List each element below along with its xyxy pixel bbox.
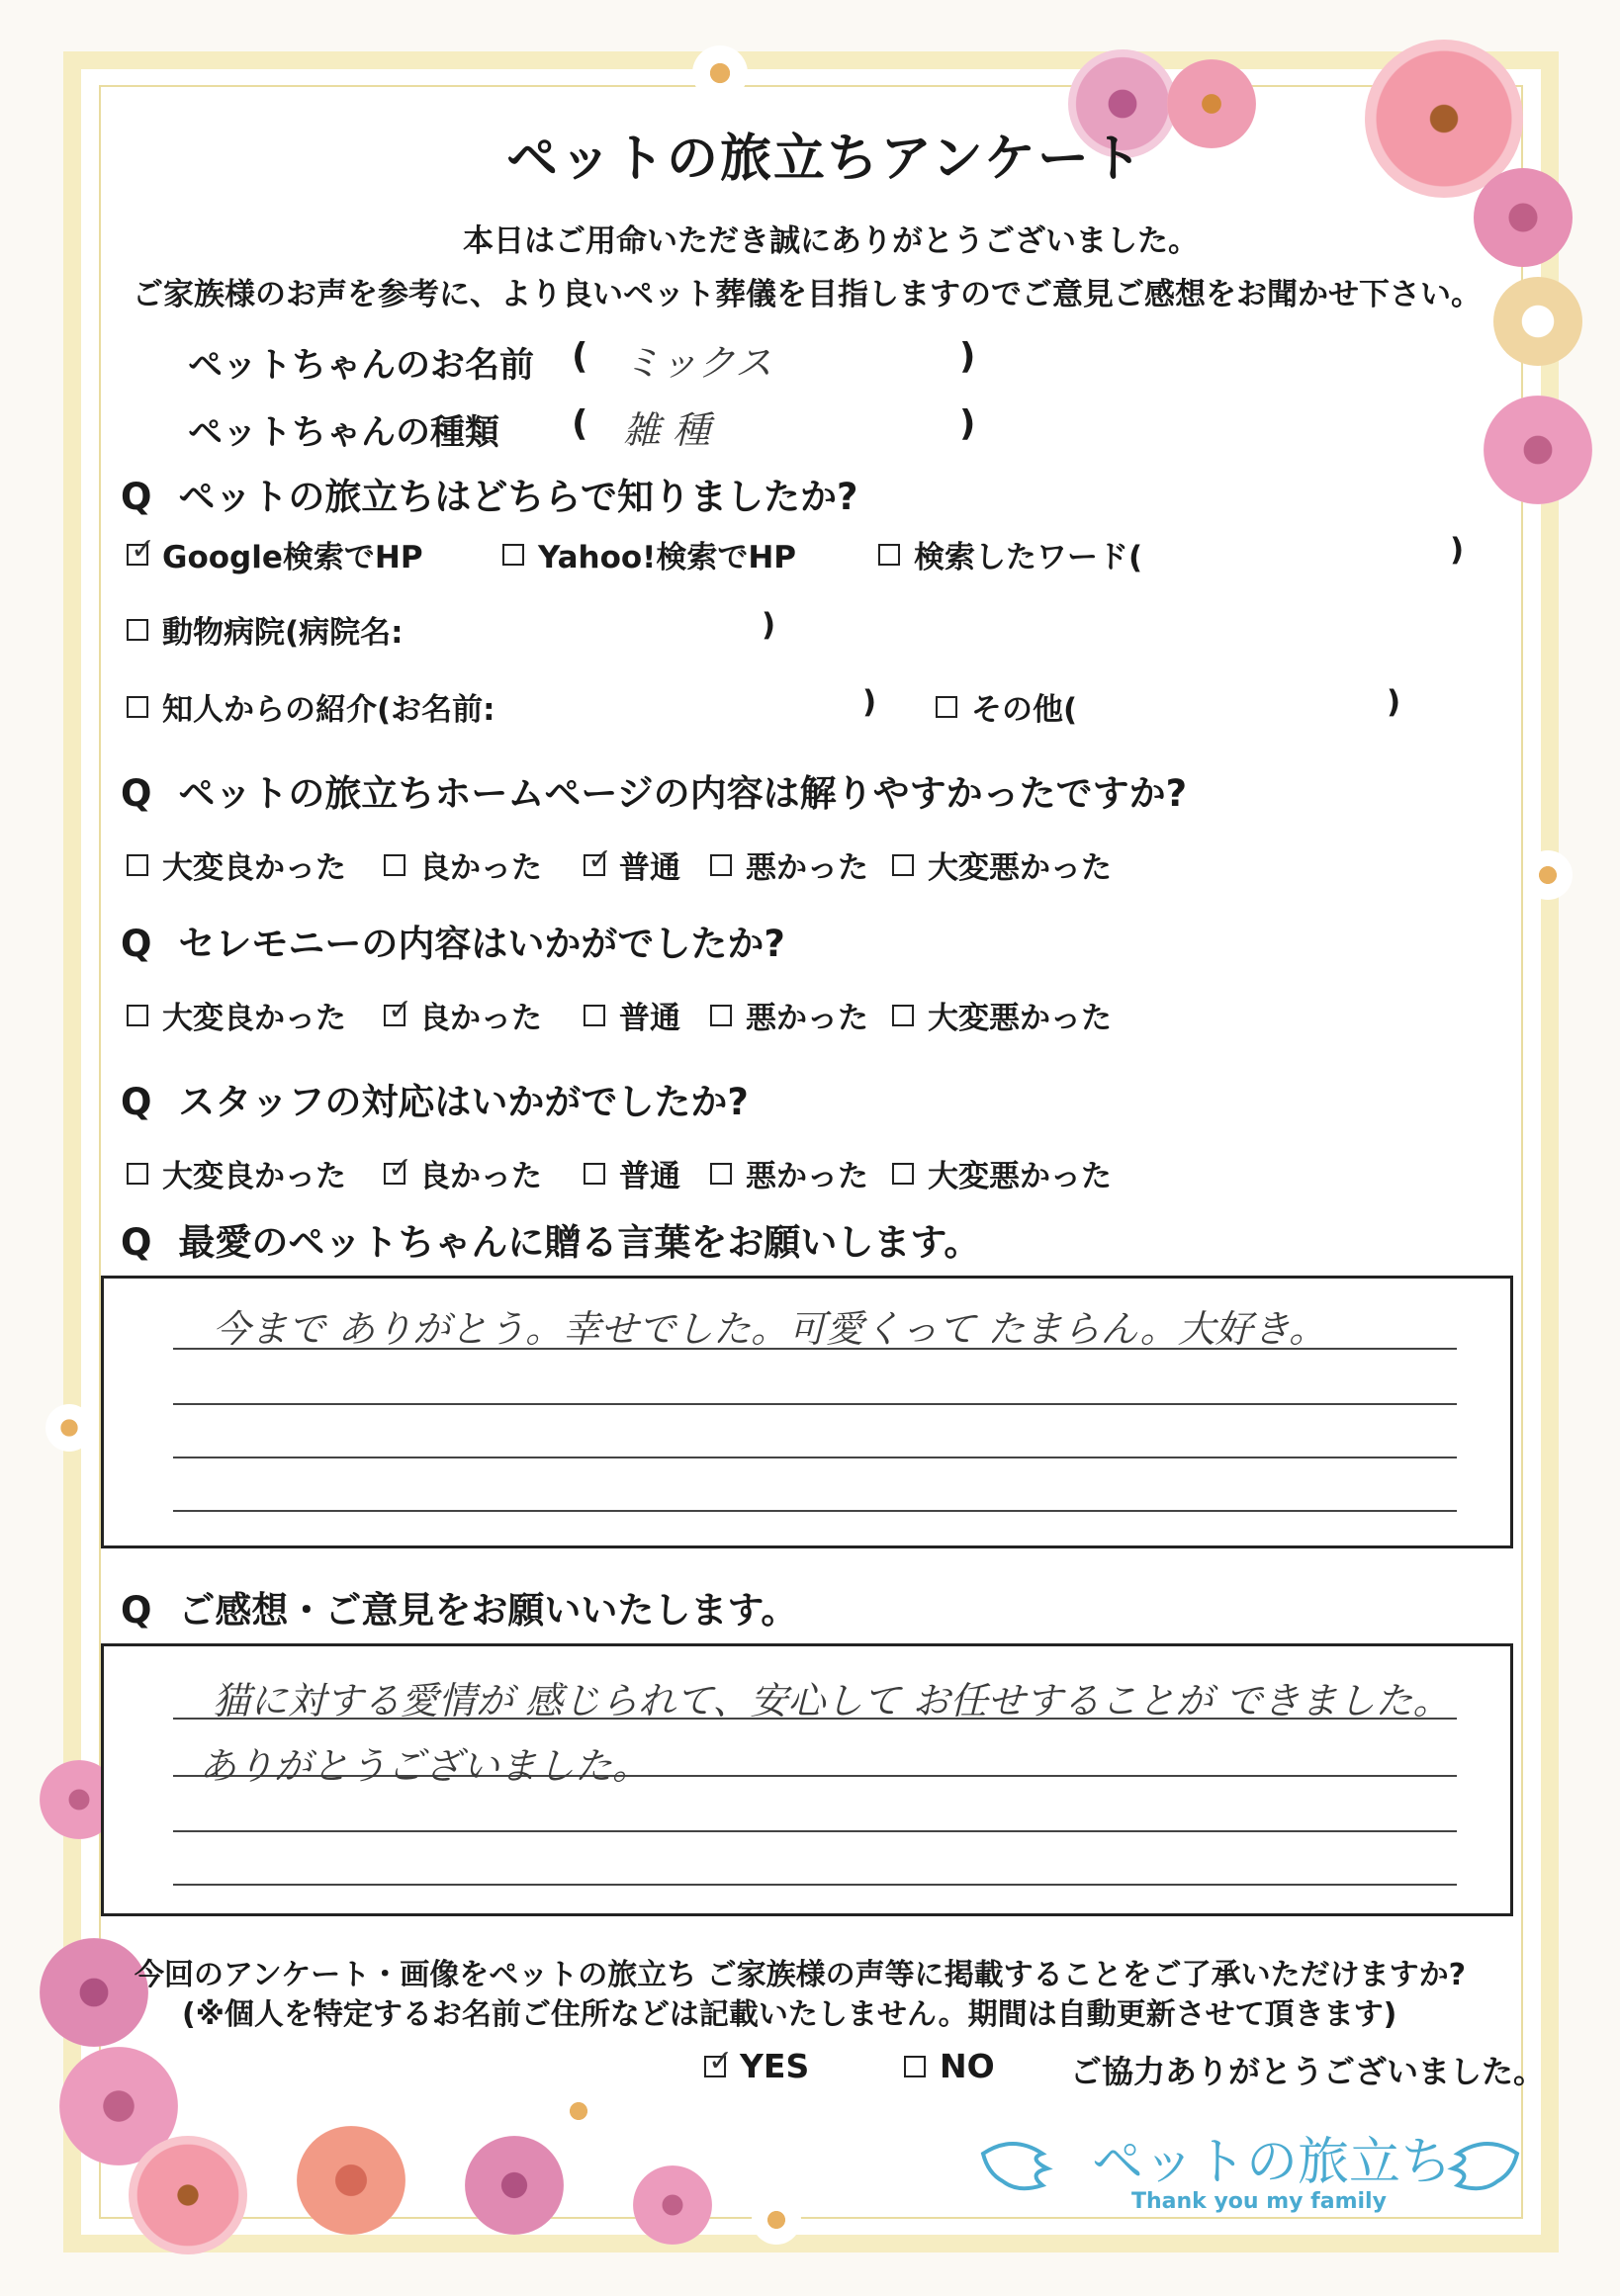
q1-option-search-words[interactable]	[878, 532, 1142, 576]
consent-yes[interactable]	[704, 2047, 809, 2085]
checkbox-icon[interactable]	[904, 2056, 926, 2077]
q1-option-friend-label: 知人からの紹介(お名前:	[162, 692, 495, 728]
option-label: 大変悪かった	[928, 1001, 1112, 1036]
question-2	[121, 763, 1187, 817]
option-label: 大変悪かった	[928, 850, 1112, 886]
q1-option-google-label: Google検索でHP	[162, 540, 423, 575]
checkbox-checked-icon[interactable]	[704, 2056, 726, 2077]
option-label: 大変良かった	[162, 1001, 346, 1036]
checkbox-icon[interactable]	[127, 696, 148, 718]
option-label: 普通	[619, 1159, 680, 1194]
checkbox-icon[interactable]	[127, 619, 148, 641]
intro-line-1: 本日はご用命いただき誠にありがとうございました。	[463, 223, 1199, 259]
pet-type-label: ペットちゃんの種類	[188, 413, 500, 453]
q6-answer-line-1: 猫に対する愛情が 感じられて、安心して お任せすることが できました。	[213, 1679, 1451, 1722]
q4-option-good[interactable]	[384, 1151, 542, 1195]
checkbox-checked-icon[interactable]	[384, 1163, 405, 1185]
checkbox-icon[interactable]	[584, 1005, 605, 1026]
q6-answer-line-2: ありがとうございました。	[199, 1744, 651, 1788]
q3-option-bad[interactable]	[710, 993, 868, 1037]
pet-name-value[interactable]: ミックス	[623, 341, 772, 385]
question-4	[121, 1072, 749, 1125]
checkbox-icon[interactable]	[892, 1005, 914, 1026]
option-label: 良かった	[419, 1001, 542, 1036]
q3-option-good[interactable]	[384, 993, 542, 1037]
option-label: 大変良かった	[162, 1159, 346, 1194]
q3-option-normal[interactable]	[584, 993, 680, 1037]
option-label: 悪かった	[746, 1159, 868, 1194]
checkbox-checked-icon[interactable]	[127, 544, 148, 566]
q-marker: Q	[121, 772, 152, 815]
q5-answer-box[interactable]	[101, 1276, 1513, 1548]
q2-option-very-bad[interactable]	[892, 842, 1112, 887]
checkbox-icon[interactable]	[710, 854, 732, 876]
option-label: 普通	[619, 850, 680, 886]
checkbox-checked-icon[interactable]	[584, 854, 605, 876]
q-marker: Q	[121, 1589, 152, 1632]
thanks-text: ご協力ありがとうございました。	[1070, 2053, 1546, 2090]
q6-answer-box[interactable]	[101, 1643, 1513, 1916]
q1-other-close: )	[1387, 684, 1401, 720]
pet-type-open-paren: (	[572, 403, 588, 444]
logo-name: ペットの旅立ち	[1092, 2133, 1453, 2192]
checkbox-icon[interactable]	[936, 696, 957, 718]
logo-tagline: Thank you my family	[1131, 2189, 1387, 2214]
q1-search-words-close: )	[1450, 532, 1465, 568]
consent-line-2: (※個人を特定するお名前ご住所などは記載いたしません。期間は自動更新させて頂きます)	[182, 1997, 1397, 2032]
pet-name-open-paren: (	[572, 336, 588, 377]
checkbox-icon[interactable]	[384, 854, 405, 876]
q3-option-very-bad[interactable]	[892, 993, 1112, 1037]
q1-option-google[interactable]	[127, 532, 423, 576]
question-4-text: スタッフの対応はいかがでしたか?	[178, 1081, 749, 1123]
question-2-text: ペットの旅立ちホームページの内容は解りやすかったですか?	[178, 772, 1188, 815]
answer-rule	[173, 1510, 1457, 1512]
answer-rule	[173, 1830, 1457, 1832]
q-marker: Q	[121, 476, 152, 518]
option-label: 悪かった	[746, 1001, 868, 1036]
checkbox-checked-icon[interactable]	[384, 1005, 405, 1026]
q-marker: Q	[121, 1221, 152, 1264]
question-3-text: セレモニーの内容はいかがでしたか?	[178, 923, 785, 965]
pet-name-close-paren: )	[959, 336, 976, 377]
q1-option-yahoo-label: Yahoo!検索でHP	[538, 540, 796, 575]
checkbox-icon[interactable]	[127, 1163, 148, 1185]
q1-option-search-words-label: 検索したワード(	[914, 540, 1143, 575]
consent-yes-label: YES	[740, 2047, 810, 2085]
option-label: 良かった	[419, 850, 542, 886]
q2-option-very-good[interactable]	[127, 842, 346, 887]
question-5	[121, 1212, 980, 1266]
q4-option-normal[interactable]	[584, 1151, 680, 1195]
checkbox-icon[interactable]	[584, 1163, 605, 1185]
question-6	[121, 1580, 797, 1634]
question-1-text: ペットの旅立ちはどちらで知りましたか?	[178, 476, 858, 518]
answer-rule	[173, 1884, 1457, 1886]
q-marker: Q	[121, 923, 152, 965]
checkbox-icon[interactable]	[127, 1005, 148, 1026]
question-6-text: ご感想・ご意見をお願いいたします。	[178, 1589, 798, 1632]
q1-option-hospital-label: 動物病院(病院名:	[162, 615, 404, 651]
question-5-text: 最愛のペットちゃんに贈る言葉をお願いします。	[178, 1221, 981, 1264]
q4-option-very-good[interactable]	[127, 1151, 346, 1195]
q2-option-bad[interactable]	[710, 842, 868, 887]
q2-option-good[interactable]	[384, 842, 542, 887]
option-label: 良かった	[419, 1159, 542, 1194]
checkbox-icon[interactable]	[502, 544, 524, 566]
consent-line-1: 今回のアンケート・画像をペットの旅立ち ご家族様の声等に掲載することをご了承いただけますか?	[135, 1958, 1467, 1992]
q1-option-friend[interactable]	[127, 684, 495, 729]
question-1	[121, 467, 857, 520]
answer-rule	[173, 1403, 1457, 1405]
question-3	[121, 914, 785, 967]
q1-friend-close: )	[862, 684, 877, 720]
q4-option-bad[interactable]	[710, 1151, 868, 1195]
checkbox-icon[interactable]	[127, 854, 148, 876]
pet-type-value[interactable]: 雑 種	[623, 408, 711, 452]
q5-answer-line-1: 今まで ありがとう。幸せでした。可愛くって たまらん。大好き。	[213, 1307, 1327, 1351]
checkbox-icon[interactable]	[710, 1005, 732, 1026]
option-label: 大変良かった	[162, 850, 346, 886]
q1-option-hospital[interactable]	[127, 607, 404, 652]
q1-option-other-label: その他(	[971, 692, 1078, 728]
intro-line-2: ご家族様のお声を参考に、より良いペット葬儀を目指しますのでご意見ご感想をお聞かせ下さい。	[133, 277, 1482, 312]
answer-rule	[173, 1457, 1457, 1458]
q2-option-normal[interactable]	[584, 842, 680, 887]
q-marker: Q	[121, 1081, 152, 1123]
pet-type-close-paren: )	[959, 403, 976, 444]
checkbox-icon[interactable]	[892, 854, 914, 876]
q3-option-very-good[interactable]	[127, 993, 346, 1037]
brand-logo	[973, 2114, 1527, 2233]
q4-option-very-bad[interactable]	[892, 1151, 1112, 1195]
q1-option-other[interactable]	[936, 684, 1077, 729]
option-label: 普通	[619, 1001, 680, 1036]
consent-no-label: NO	[940, 2047, 995, 2085]
checkbox-icon[interactable]	[710, 1163, 732, 1185]
q1-hospital-close: )	[762, 607, 776, 643]
q1-option-yahoo[interactable]	[502, 532, 796, 576]
consent-no[interactable]	[904, 2047, 995, 2085]
option-label: 悪かった	[746, 850, 868, 886]
pet-name-label: ペットちゃんのお名前	[188, 346, 535, 386]
form-title: ペットの旅立ちアンケート	[506, 130, 1144, 189]
option-label: 大変悪かった	[928, 1159, 1112, 1194]
checkbox-icon[interactable]	[878, 544, 900, 566]
checkbox-icon[interactable]	[892, 1163, 914, 1185]
